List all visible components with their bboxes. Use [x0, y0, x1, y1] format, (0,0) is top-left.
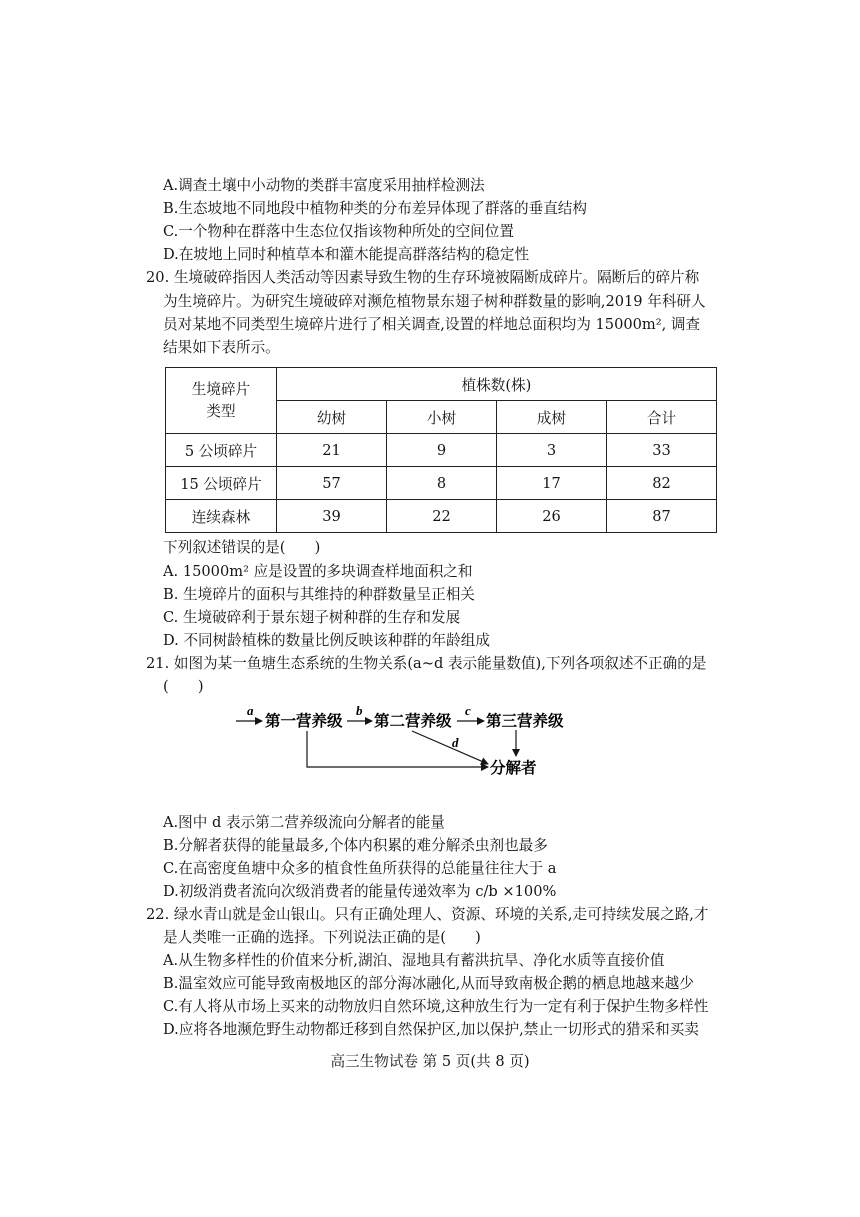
table-cell: 33 — [607, 434, 717, 467]
q21-stem-line-2: ( ) — [163, 678, 204, 695]
row-type: 15 公顷碎片 — [166, 467, 277, 500]
table-cell: 82 — [607, 467, 717, 500]
column-header: 成树 — [497, 401, 607, 434]
q19-option-c: C.一个物种在群落中生态位仅指该物种所处的空间位置 — [163, 223, 514, 240]
first-trophic-level: 第一营养级 — [265, 711, 343, 730]
q20-stem-line-2: 为生境碎片。为研究生境破碎对濒危植物景东翅子树种群数量的影响,2019 年科研人 — [163, 293, 706, 310]
q21-stem — [146, 653, 706, 675]
column-header: 合计 — [607, 401, 717, 434]
table-cell: 22 — [387, 500, 497, 533]
label-a: a — [247, 703, 254, 718]
table-cell: 26 — [497, 500, 607, 533]
row-type: 5 公顷碎片 — [166, 434, 277, 467]
table-cell: 3 — [497, 434, 607, 467]
q20-option-a: A. 15000m² 应是设置的多块调查样地面积之和 — [163, 563, 473, 580]
q19-option-d: D.在坡地上同时种植草本和灌木能提高群落结构的稳定性 — [163, 246, 530, 263]
arrow-level1-decomposer-icon — [307, 731, 488, 767]
stem-line: 如图为某一鱼塘生态系统的生物关系(a~d 表示能量数值),下列各项叙述不正确的是 — [173, 655, 707, 672]
question-number: 20. — [146, 269, 170, 286]
q22-option-c: C.有人将从市场上买来的动物放归自然环境,这种放生行为一定有利于保护生物多样性 — [163, 998, 709, 1015]
table-cell: 8 — [387, 467, 497, 500]
table-cell: 57 — [277, 467, 387, 500]
q21-option-c: C.在高密度鱼塘中众多的植食性鱼所获得的总能量往往大于 a — [163, 860, 557, 877]
table-row — [166, 500, 717, 533]
row-type: 连续森林 — [166, 500, 277, 533]
label-c: c — [465, 703, 471, 718]
arrow-d-icon — [412, 731, 488, 764]
table-cell: 21 — [277, 434, 387, 467]
q21-option-b: B.分解者获得的能量最多,个体内积累的难分解杀虫剂也最多 — [163, 837, 548, 854]
energy-flow-diagram — [232, 700, 592, 782]
q20-option-b: B. 生境碎片的面积与其维持的种群数量呈正相关 — [163, 586, 475, 603]
q19-option-a: A.调查土壤中小动物的类群丰富度采用抽样检测法 — [163, 177, 485, 194]
second-trophic-level: 第二营养级 — [374, 711, 452, 730]
column-header: 幼树 — [277, 401, 387, 434]
question-number: 21. — [146, 655, 170, 672]
q20-stem-line-3: 员对某地不同类型生境碎片进行了相关调查,设置的样地总面积均为 15000m², 调查 — [163, 316, 701, 333]
group-header: 植株数(株) — [277, 368, 717, 401]
table-row — [166, 467, 717, 500]
table-cell: 39 — [277, 500, 387, 533]
q20-question: 下列叙述错误的是( ) — [163, 539, 321, 556]
q21-option-a: A.图中 d 表示第二营养级流向分解者的能量 — [163, 814, 445, 831]
table-cell: 9 — [387, 434, 497, 467]
question-number: 22. — [146, 906, 170, 923]
q21-option-d: D.初级消费者流向次级消费者的能量传递效率为 c/b ×100% — [163, 883, 557, 900]
q20-stem-line-4: 结果如下表所示。 — [163, 339, 280, 356]
q22-option-d: D.应将各地濒危野生动物都迁移到自然保护区,加以保护,禁止一切形式的猎采和买卖 — [163, 1021, 699, 1038]
q20-option-d: D. 不同树龄植株的数量比例反映该种群的年龄组成 — [163, 632, 490, 649]
table-cell: 87 — [607, 500, 717, 533]
stem-line: 生境破碎指因人类活动等因素导致生物的生存环境被隔断成碎片。隔断后的碎片称 — [173, 269, 700, 286]
q20-data-table — [165, 367, 717, 533]
q19-option-b: B.生态坡地不同地段中植物种类的分布差异体现了群落的垂直结构 — [163, 200, 587, 217]
q22-option-a: A.从生物多样性的价值来分析,湖泊、湿地具有蓄洪抗旱、净化水质等直接价值 — [163, 952, 665, 969]
column-header: 小树 — [387, 401, 497, 434]
label-d: d — [452, 735, 459, 750]
type-header — [166, 368, 277, 434]
type-header-line-2: 类型 — [206, 402, 236, 420]
table-cell: 17 — [497, 467, 607, 500]
stem-line: 绿水青山就是金山银山。只有正确处理人、资源、环境的关系,走可持续发展之路,才 — [173, 906, 709, 923]
third-trophic-level: 第三营养级 — [486, 711, 564, 730]
q20-option-c: C. 生境破碎利于景东翅子树种群的生存和发展 — [163, 609, 461, 626]
q22-stem-line-2: 是人类唯一正确的选择。下列说法正确的是( ) — [163, 929, 481, 946]
page-footer: 高三生物试卷 第 5 页(共 8 页) — [330, 1053, 530, 1070]
decomposer: 分解者 — [490, 758, 537, 777]
table-header-row — [166, 368, 717, 401]
q22-stem — [146, 904, 709, 926]
q20-stem — [146, 267, 699, 289]
label-b: b — [356, 703, 363, 718]
type-header-line-1: 生境碎片 — [191, 380, 251, 398]
q22-option-b: B.温室效应可能导致南极地区的部分海冰融化,从而导致南极企鹅的栖息地越来越少 — [163, 975, 694, 992]
table-row — [166, 434, 717, 467]
